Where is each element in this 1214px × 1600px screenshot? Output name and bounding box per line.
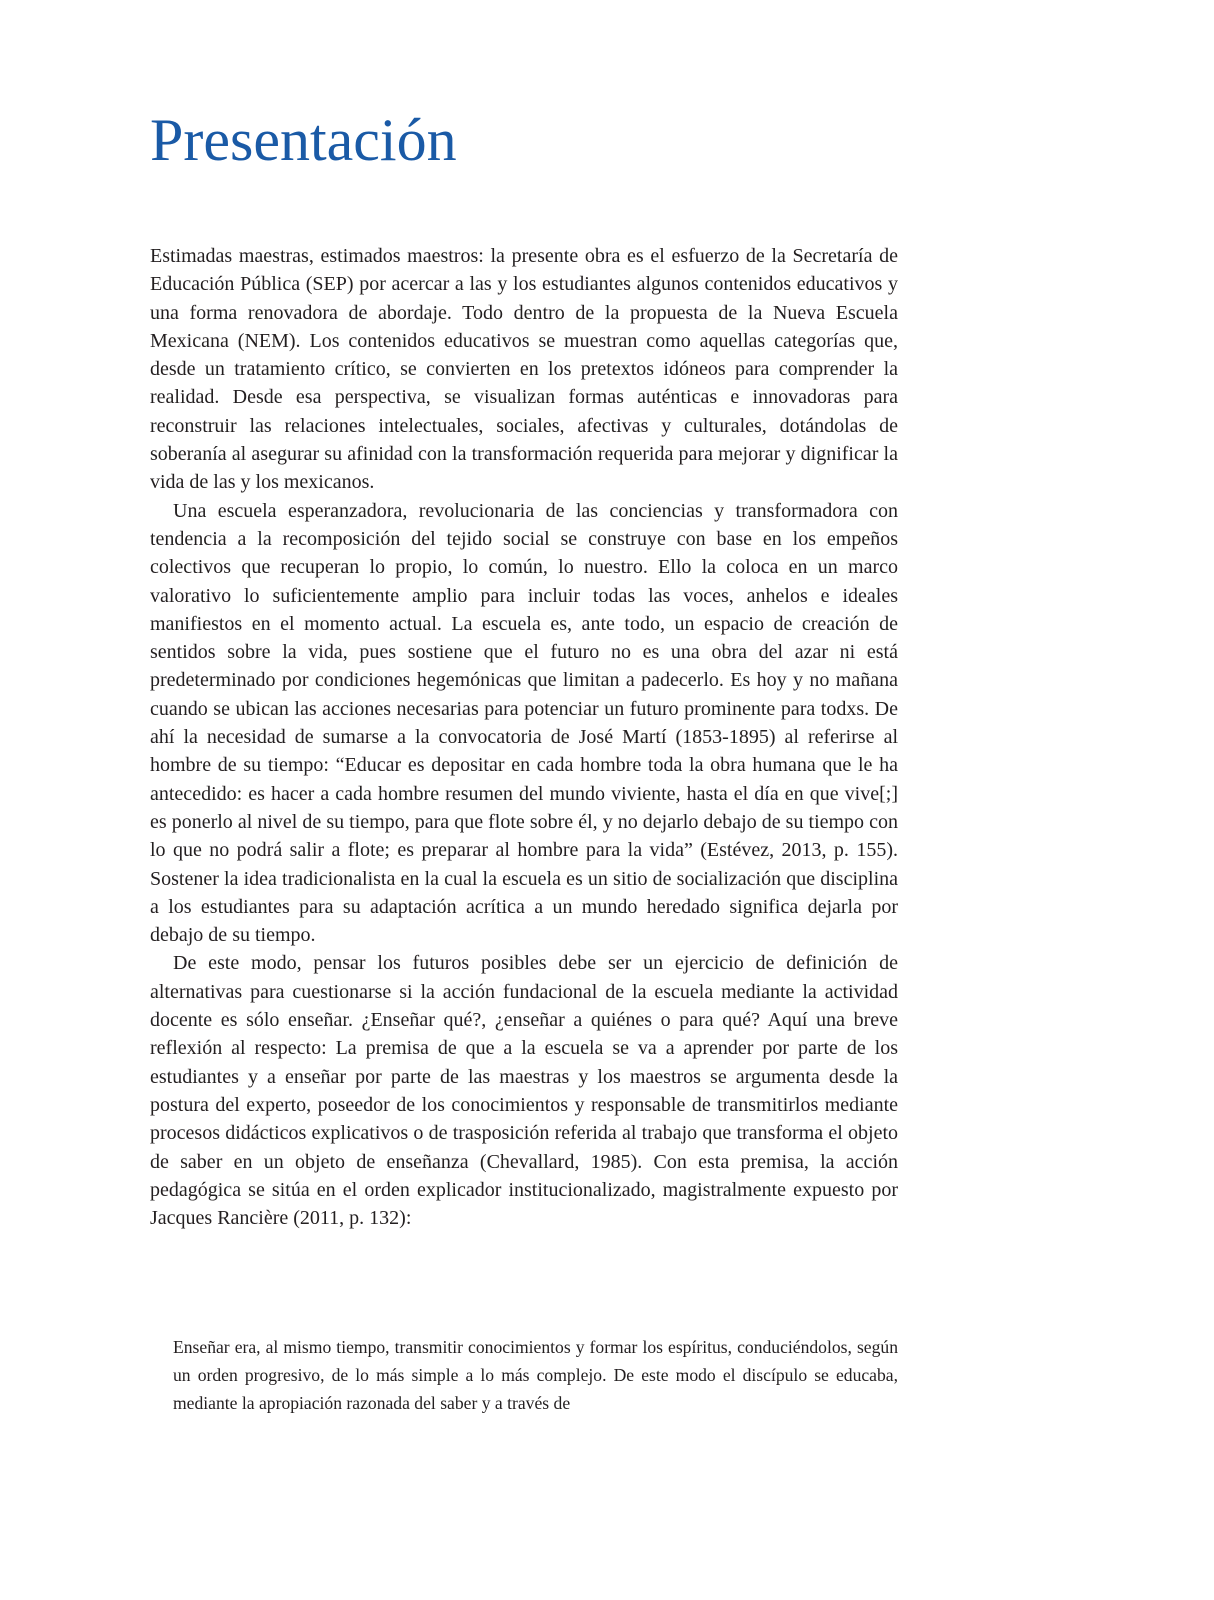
page-title: Presentación	[150, 107, 457, 173]
block-quote: Enseñar era, al mismo tiempo, transmitir conocimientos y formar los espíritus, conduciéndolos, según un orden progresivo, de lo más simple a lo más complejo. De este modo el discípulo se educaba, mediante la apropiación razonada del saber y a través de	[173, 1337, 898, 1413]
paragraph-3: De este modo, pensar los futuros posibles debe ser un ejercicio de definición de alternativas para cuestionarse si la acción fundacional de la escuela mediante la actividad docente es sólo enseñar. ¿Enseñar qué?, ¿enseñar a quiénes o para qué? Aquí una breve reflexión al respecto: La premisa de que a la escuela se va a aprender por parte de los estudiantes y a enseñar por parte de las maestras y los maestros se argumenta desde la postura del experto, poseedor de los conocimientos y responsable de transmitirlos mediante procesos didácticos explicativos o de trasposición referida al trabajo que transforma el objeto de saber en un objeto de enseñanza (Chevallard, 1985). Con esta premisa, la acción pedagógica se sitúa en el orden explicador institucionalizado, magistralmente expuesto por Jacques Rancière (2011, p. 132):	[150, 952, 898, 1230]
paragraph-2: Una escuela esperanzadora, revolucionaria de las conciencias y transformadora con tendencia a la recomposición del tejido social se construye con base en los empeños colectivos que recuperan lo propio, lo común, lo nuestro. Ello la coloca en un marco valorativo lo suficientemente amplio para incluir todas las voces, anhelos e ideales manifiestos en el momento actual. La escuela es, ante todo, un espacio de creación de sentidos sobre la vida, pues sostiene que el futuro no es una obra del azar ni está predeterminado por condiciones hegemónicas que limitan a padecerlo. Es hoy y no mañana cuando se ubican las acciones necesarias para potenciar un futuro prominente para todxs. De ahí la necesidad de sumarse a la convocatoria de José Martí (1853-1895) al referirse al hombre de su tiempo: “Educar es depositar en cada hombre toda la obra humana que le ha antecedido: es hacer a cada hombre resumen del mundo viviente, hasta el día en que vive[;] es ponerlo al nivel de su tiempo, para que flote sobre él, y no dejarlo debajo de su tiempo con lo que no podrá salir a flote; es preparar al hombre para la vida” (Estévez, 2013, p. 155). Sostener la idea tradicionalista en la cual la escuela es un sitio de socialización que disciplina a los estudiantes para su adaptación acrítica a un mundo heredado significa dejarla por debajo de su tiempo.	[150, 499, 898, 947]
body-text	[150, 242, 898, 1232]
paragraph-1: Estimadas maestras, estimados maestros: la presente obra es el esfuerzo de la Secretaría de Educación Pública (SEP) por acercar a las y los estudiantes algunos contenidos educativos y una forma renovadora de abordaje. Todo dentro de la propuesta de la Nueva Escuela Mexicana (NEM). Los contenidos educativos se muestran como aquellas categorías que, desde un tratamiento crítico, se convierten en los pretextos idóneos para comprender la realidad. Desde esa perspectiva, se visualizan formas auténticas e innovadoras para reconstruir las relaciones intelectuales, sociales, afectivas y culturales, dotándolas de soberanía al asegurar su afinidad con la transformación requerida para mejorar y dignificar la vida de las y los mexicanos.	[150, 245, 898, 494]
